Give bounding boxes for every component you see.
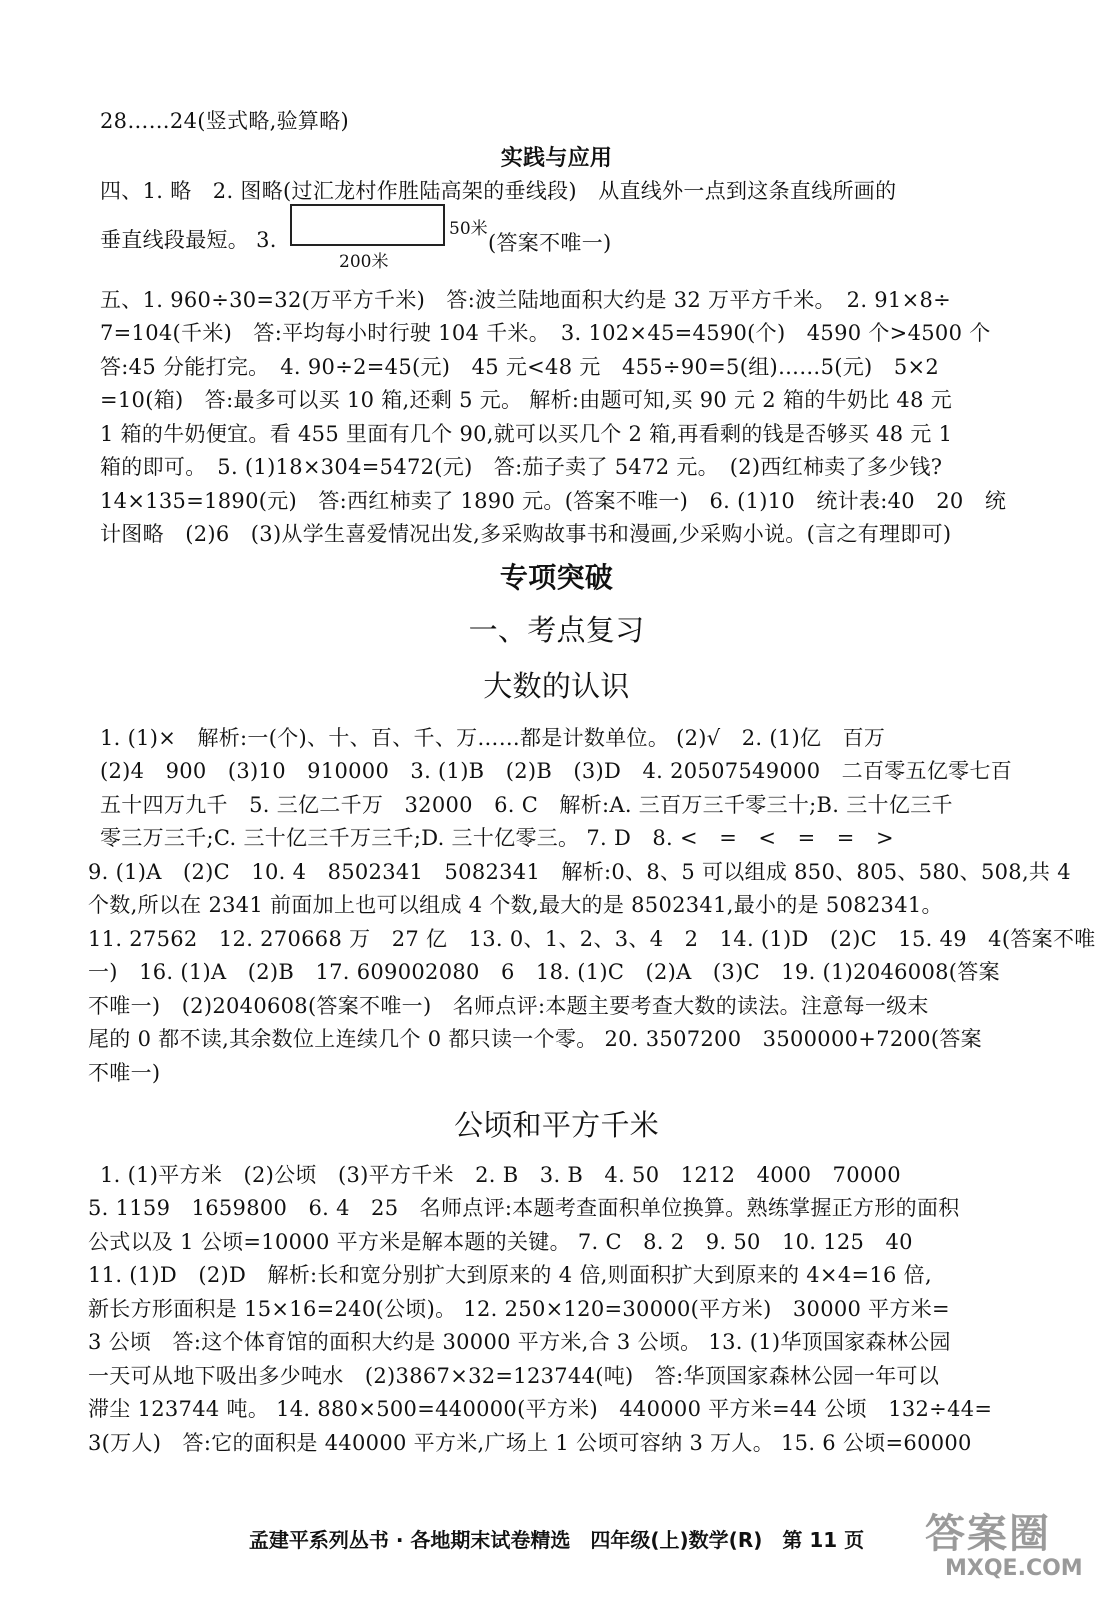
text-line: (2)4 900 (3)10 910000 3. (1)B (2)B (3)D 4. 20507549000 二百零五亿零七百 [100, 759, 1013, 783]
text-line: 计图略 (2)6 (3)从学生喜爱情况出发,多采购故事书和漫画,少采购小说。(言之有理即可) [100, 522, 952, 546]
text-line: 14×135=1890(元) 答:西红柿卖了 1890 元。(答案不唯一) 6. (1)10 统计表:40 20 统 [100, 489, 1007, 513]
watermark-logo [915, 1500, 1095, 1588]
section-title-review: 一、考点复习 [468, 613, 645, 647]
text-line: 五、1. 960÷30=32(万平方千米) 答:波兰陆地面积大约是 32 万平方千米。 2. 91×8÷ [100, 288, 952, 312]
text-line: 五十四万九千 5. 三亿二千万 32000 6. C 解析:A. 三百万三千零三十;B. 三十亿三千 [100, 793, 953, 817]
text-line: 3 公顷 答:这个体育馆的面积大约是 30000 平方米,合 3 公顷。 13. (1)华顶国家森林公园 [88, 1330, 951, 1354]
text-line: 滞尘 123744 吨。 14. 880×500=440000(平方米) 440000 平方米=44 公顷 132÷44= [88, 1397, 993, 1421]
rectangle-width-label: 50米 [449, 219, 488, 239]
watermark-url: MXQE.COM [945, 1556, 1083, 1581]
text-line: 一) 16. (1)A (2)B 17. 609002080 6 18. (1)C (2)A (3)C 19. (1)2046008(答案 [88, 960, 1000, 984]
text-line: (答案不唯一) [488, 231, 612, 255]
text-line: 不唯一) (2)2040608(答案不唯一) 名师点评:本题主要考查大数的读法。注意每一级末 [88, 994, 929, 1018]
watermark-main: 答案圈 [925, 1511, 1051, 1557]
text-line: 9. (1)A (2)C 10. 4 8502341 5082341 解析:0、8、5 可以组成 850、805、580、508,共 4 [88, 860, 1071, 884]
page-footer: 孟建平系列丛书 · 各地期末试卷精选 四年级(上)数学(R) 第 11 页 [248, 1528, 865, 1552]
text-line: 不唯一) [88, 1061, 161, 1085]
text-line: 箱的即可。 5. (1)18×304=5472(元) 答:茄子卖了 5472 元。 (2)西红柿卖了多少钱? [100, 455, 943, 479]
text-line: 7=104(千米) 答:平均每小时行驶 104 千米。 3. 102×45=4590(个) 4590 个>4500 个 [100, 321, 991, 345]
rectangle-length-label: 200米 [339, 252, 389, 272]
text-line: 1 箱的牛奶便宜。看 455 里面有几个 90,就可以买几个 2 箱,再看剩的钱是否够买 48 元 1 [100, 422, 953, 446]
text-line: 四、1. 略 2. 图略(过汇龙村作胜陆高架的垂线段) 从直线外一点到这条直线所画的 [100, 179, 897, 203]
text-line: 零三万三千;C. 三十亿三千万三千;D. 三十亿零三。 7. D 8. < = < = = > [100, 826, 894, 850]
text-line: =10(箱) 答:最多可以买 10 箱,还剩 5 元。 解析:由题可知,买 90 元 2 箱的牛奶比 48 元 [100, 388, 953, 412]
text-line: 3(万人) 答:它的面积是 440000 平方米,广场上 1 公顷可容纳 3 万人。 15. 6 公顷=60000 [88, 1431, 972, 1455]
text-line: 一天可从地下吸出多少吨水 (2)3867×32=123744(吨) 答:华顶国家森林公园一年可以 [88, 1364, 940, 1388]
section-title-special: 专项突破 [499, 561, 614, 594]
text-line: 尾的 0 都不读,其余数位上连续几个 0 都只读一个零。 20. 3507200 3500000+7200(答案 [88, 1027, 982, 1051]
text-line: 11. 27562 12. 270668 万 27 亿 13. 0、1、2、3、4 2 14. (1)D (2)C 15. 49 4(答案不唯 [88, 927, 1096, 951]
text-line: 垂直线段最短。 3. [100, 228, 277, 252]
text-line: 个数,所以在 2341 前面加上也可以组成 4 个数,最大的是 8502341,最小的是 5082341。 [88, 893, 943, 917]
topic-title-large-numbers: 大数的认识 [483, 669, 630, 703]
text-line: 答:45 分能打完。 4. 90÷2=45(元) 45 元<48 元 455÷90=5(组)……5(元) 5×2 [100, 355, 940, 379]
rectangle-figure [290, 204, 445, 246]
text-line: 1. (1)平方米 (2)公顷 (3)平方千米 2. B 3. B 4. 50 1212 4000 70000 [100, 1163, 901, 1187]
text-line: 28……24(竖式略,验算略) [100, 109, 350, 133]
text-line: 新长方形面积是 15×16=240(公顷)。 12. 250×120=30000(平方米) 30000 平方米= [88, 1297, 950, 1321]
section-title-practice: 实践与应用 [500, 145, 613, 171]
text-line: 11. (1)D (2)D 解析:长和宽分别扩大到原来的 4 倍,则面积扩大到原来的 4×4=16 倍, [88, 1263, 932, 1287]
topic-title-area-units: 公顷和平方千米 [453, 1108, 660, 1142]
text-line: 公式以及 1 公顷=10000 平方米是解本题的关键。 7. C 8. 2 9. 50 10. 125 40 [88, 1230, 913, 1254]
text-line: 5. 1159 1659800 6. 4 25 名师点评:本题考查面积单位换算。熟练掌握正方形的面积 [88, 1196, 960, 1220]
text-line: 1. (1)× 解析:一(个)、十、百、千、万……都是计数单位。 (2)√ 2. (1)亿 百万 [100, 726, 886, 750]
